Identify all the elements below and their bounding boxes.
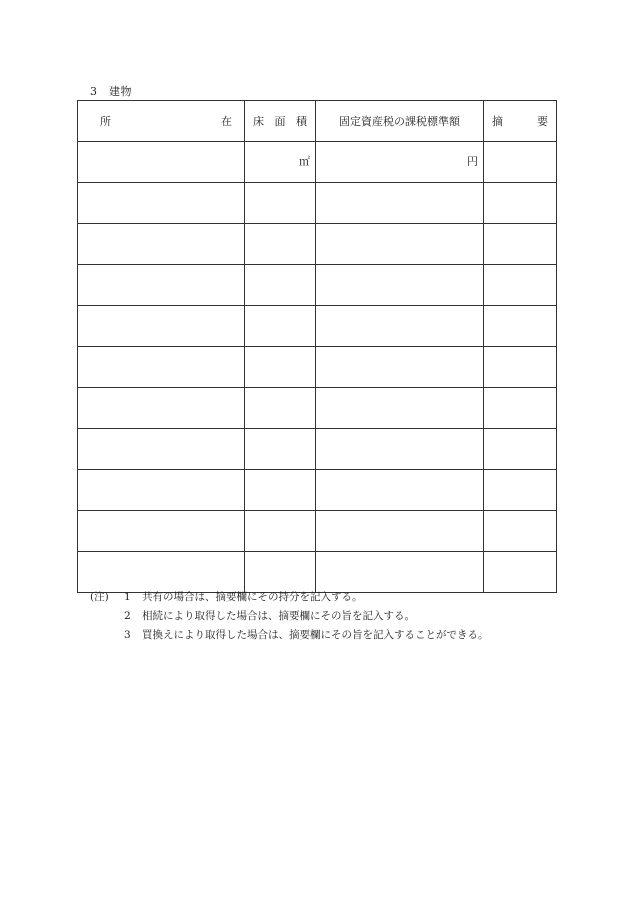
- assessment-value-cell[interactable]: [316, 552, 484, 593]
- notes-section: [90, 588, 489, 645]
- location-cell[interactable]: [78, 265, 245, 306]
- note-number: 1: [124, 591, 131, 603]
- table-row: [78, 470, 557, 511]
- table-row: [78, 388, 557, 429]
- assessment-value-cell[interactable]: [316, 388, 484, 429]
- floor-area-cell[interactable]: [245, 265, 316, 306]
- remarks-cell[interactable]: [484, 511, 557, 552]
- note-item: [90, 607, 489, 626]
- table-row: [78, 347, 557, 388]
- floor-area-cell[interactable]: [245, 429, 316, 470]
- floor-area-cell[interactable]: [245, 470, 316, 511]
- assessment-value-cell[interactable]: [316, 224, 484, 265]
- note-number: 3: [124, 629, 131, 641]
- floor-area-cell[interactable]: [245, 183, 316, 224]
- remarks-cell[interactable]: [484, 470, 557, 511]
- note-item: [90, 626, 489, 645]
- location-cell[interactable]: [78, 470, 245, 511]
- header-remarks-char: 摘: [492, 115, 503, 128]
- assessment-value-cell[interactable]: [316, 265, 484, 306]
- note-number: 2: [124, 610, 131, 622]
- floor-area-cell[interactable]: [245, 388, 316, 429]
- note-text: 共有の場合は、摘要欄にその持分を記入する。: [142, 591, 363, 603]
- assessment-value-cell[interactable]: [316, 470, 484, 511]
- assessment-value-cell[interactable]: [316, 429, 484, 470]
- location-cell[interactable]: [78, 142, 245, 183]
- note-item: [90, 588, 489, 607]
- floor-area-cell[interactable]: [245, 511, 316, 552]
- remarks-cell[interactable]: [484, 552, 557, 593]
- floor-area-cell[interactable]: [245, 347, 316, 388]
- location-cell[interactable]: [78, 224, 245, 265]
- table-row: [78, 142, 557, 183]
- note-text: 買換えにより取得した場合は、摘要欄にその旨を記入することができる。: [142, 629, 489, 641]
- table-body: [78, 142, 557, 593]
- note-text: 相続により取得した場合は、摘要欄にその旨を記入する。: [142, 610, 415, 622]
- area-unit: ㎡: [299, 155, 310, 168]
- remarks-cell[interactable]: [484, 429, 557, 470]
- table-row: [78, 306, 557, 347]
- header-floor-area-char: 積: [296, 115, 307, 128]
- assessment-value-cell[interactable]: [316, 347, 484, 388]
- remarks-cell[interactable]: [484, 183, 557, 224]
- assessment-value-cell[interactable]: [316, 183, 484, 224]
- header-location: [78, 101, 245, 142]
- header-floor-area-char: 面: [274, 115, 286, 128]
- assessment-value-cell[interactable]: [316, 511, 484, 552]
- remarks-cell[interactable]: [484, 388, 557, 429]
- notes-prefix: (注): [90, 591, 109, 603]
- value-unit: 円: [467, 155, 478, 168]
- header-floor-area: [245, 101, 316, 142]
- location-cell[interactable]: [78, 511, 245, 552]
- location-cell[interactable]: [78, 306, 245, 347]
- header-remarks: [484, 101, 557, 142]
- section-title: 3 建物: [90, 85, 132, 98]
- building-table: [77, 100, 557, 593]
- header-assessment-value: [316, 101, 484, 142]
- header-remarks-char: 要: [537, 115, 548, 128]
- location-cell[interactable]: [78, 552, 245, 593]
- table-row: [78, 265, 557, 306]
- floor-area-cell[interactable]: [245, 552, 316, 593]
- floor-area-cell[interactable]: [245, 142, 316, 183]
- floor-area-cell[interactable]: [245, 306, 316, 347]
- header-floor-area-char: 床: [253, 115, 264, 128]
- remarks-cell[interactable]: [484, 347, 557, 388]
- remarks-cell[interactable]: [484, 224, 557, 265]
- header-assessment-value-label: 固定資産税の課税標準額: [339, 115, 460, 128]
- header-location-left: 所: [100, 115, 111, 128]
- remarks-cell[interactable]: [484, 306, 557, 347]
- table-row: [78, 429, 557, 470]
- table-header-row: [78, 101, 557, 142]
- remarks-cell[interactable]: [484, 142, 557, 183]
- assessment-value-cell[interactable]: [316, 142, 484, 183]
- table-row: [78, 552, 557, 593]
- table-row: [78, 183, 557, 224]
- location-cell[interactable]: [78, 388, 245, 429]
- floor-area-cell[interactable]: [245, 224, 316, 265]
- table-row: [78, 511, 557, 552]
- header-location-right: 在: [221, 115, 232, 128]
- table-row: [78, 224, 557, 265]
- location-cell[interactable]: [78, 347, 245, 388]
- assessment-value-cell[interactable]: [316, 306, 484, 347]
- location-cell[interactable]: [78, 183, 245, 224]
- remarks-cell[interactable]: [484, 265, 557, 306]
- location-cell[interactable]: [78, 429, 245, 470]
